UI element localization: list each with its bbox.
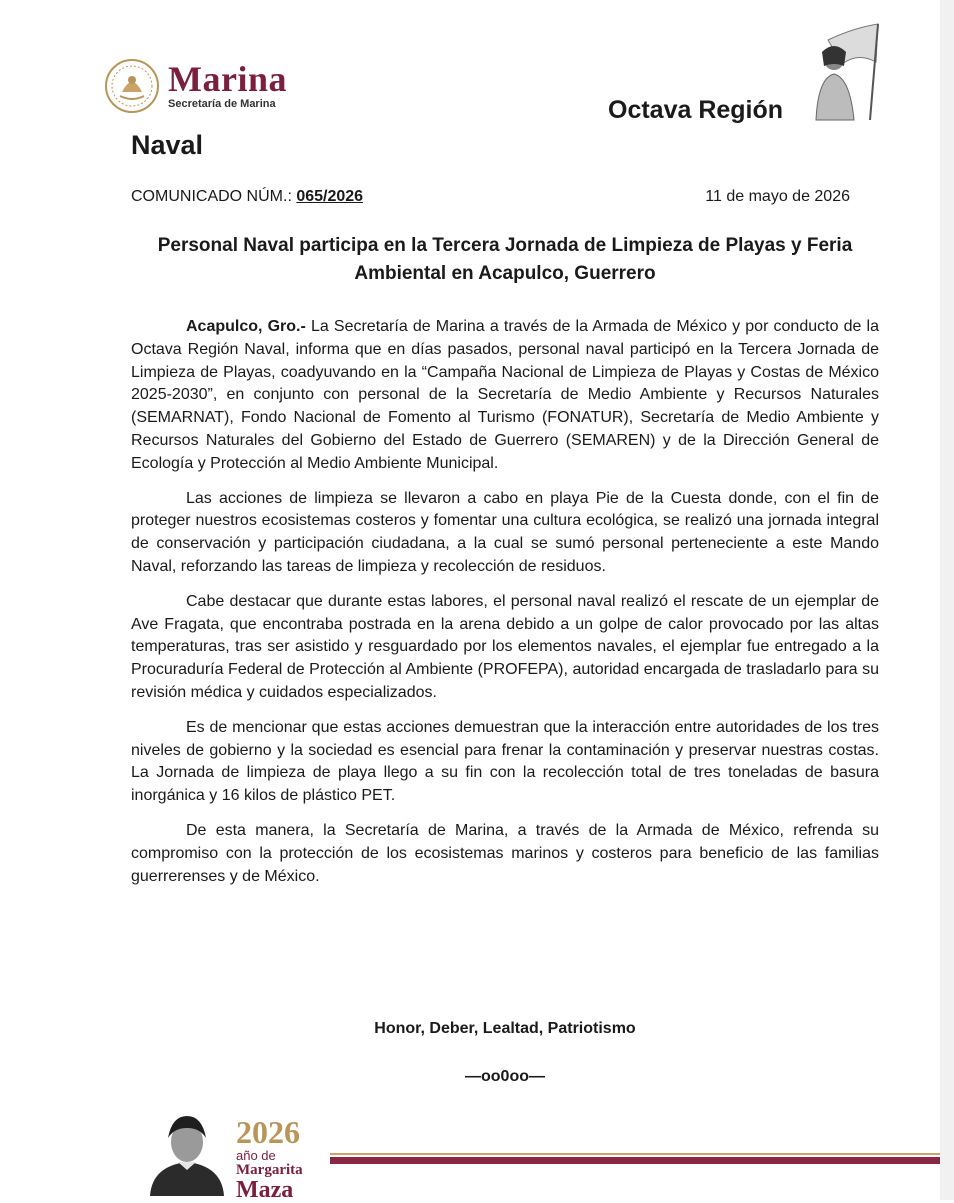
brand-name: Marina — [168, 59, 287, 99]
year-number: 2026 — [236, 1114, 300, 1150]
year-name-line1: Margarita — [236, 1162, 303, 1178]
paragraph-3: Cabe destacar que durante estas labores, el personal naval realizó el rescate de un ejemplar de Ave Fragata, que encontraba postrada en la arena debido a un golpe de calor provocado por las altas temperaturas, tras ser asistido y resguardado por los elementos navales, el ejemplar fue entregado a la Procuraduría Federal de Protección al Ambiente (PROFEPA), autoridad encargada de trasladarlo para su revisión médica y cuidados especializados. — [131, 592, 879, 701]
comunicado-line — [131, 188, 363, 206]
closing-mark: —oo0oo— — [465, 1068, 545, 1085]
region-title: Octava Región — [608, 96, 784, 124]
footer-rule-wine — [330, 1157, 940, 1164]
year-subtitle: año de — [236, 1148, 276, 1163]
marina-logo — [104, 58, 287, 114]
paragraph-2: Las acciones de limpieza se llevaron a cabo en playa Pie de la Cuesta donde, con el fin de proteger nuestros ecosistemas costeros y fomentar una cultura ecológica, se realizó una jornada integral de conservación y participación ciudadana, a la cual se sumó personal perteneciente a este Mando Naval, reforzando las tareas de limpieza y recolección de residuos. — [131, 489, 879, 575]
brand-subtitle: Secretaría de Marina — [168, 98, 276, 110]
footer-rule-gold — [330, 1153, 940, 1155]
motto: Honor, Deber, Lealtad, Patriotismo — [374, 1020, 636, 1037]
year-name-line2: Maza — [236, 1177, 294, 1203]
paragraph-1-text: La Secretaría de Marina a través de la Armada de México y por conducto de la Octava Región Naval, informa que en días pasados, personal naval participó en la Tercera Jornada de Limpieza de Playas, coadyuvando en la “Campaña Nacional de Limpieza de Playas y Costas de México 2025-2030”, en conjunto con personal de la Secretaría de Medio Ambiente y Recursos Naturales (SEMARNAT), Fondo Nacional de Fomento al Turismo (FONATUR), Secretaría de Medio Ambiente y Recursos Naturales del Gobierno del Estado de Guerrero (SEMAREN) y de la Dirección General de Ecología y Protección al Medio Ambiente Municipal. — [131, 318, 880, 472]
page-edge-shadow — [940, 0, 954, 1200]
paragraph-1 — [131, 316, 879, 476]
paragraph-4: Es de mencionar que estas acciones demuestran que la interacción entre autoridades de los tres niveles de gobierno y la sociedad es esencial para frenar la contaminación y preservar nuestras costas. La Jornada de limpieza de playa llego a su fin con la recolección total de tres toneladas de basura inorgánica y 16 kilos de plástico PET. — [131, 718, 879, 805]
national-seal-icon — [104, 58, 160, 114]
margarita-maza-portrait-icon — [142, 1108, 232, 1196]
release-date: 11 de mayo de 2026 — [705, 188, 850, 205]
heroine-flag-illustration-icon — [798, 22, 882, 122]
comunicado-label: COMUNICADO NÚM.: — [131, 188, 292, 205]
comunicado-number: 065/2026 — [296, 188, 364, 205]
region-title-naval: Naval — [131, 130, 204, 160]
year-badge — [236, 1116, 303, 1202]
article-body — [131, 316, 879, 900]
dateline: Acapulco, Gro.- — [186, 318, 306, 335]
headline: Personal Naval participa en la Tercera Jornada de Limpieza de Playas y Feria Ambiental en Acapulco, Guerrero — [157, 235, 853, 284]
paragraph-5: De esta manera, la Secretaría de Marina, a través de la Armada de México, refrenda su compromiso con la protección de los ecosistemas marinos y costeros para beneficio de las familias guerrerenses y de México. — [131, 821, 879, 885]
